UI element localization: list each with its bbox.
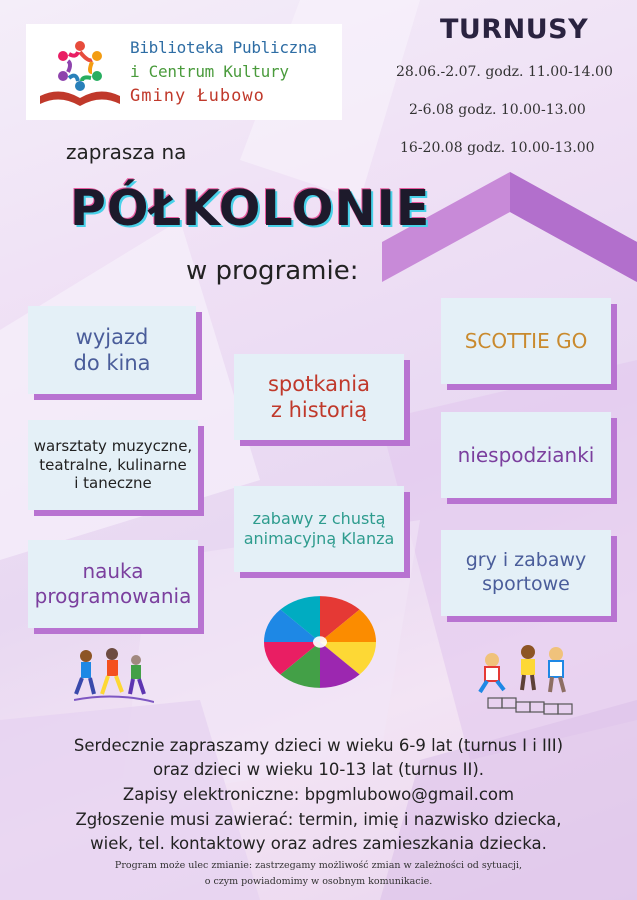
people-circle-book-icon: [34, 34, 126, 112]
footer-email-line: Zapisy elektroniczne: bpgmlubowo@gmail.com: [122, 785, 515, 804]
page-title: PÓŁKOLONIE: [70, 180, 431, 237]
footer-note-1: Program może ulec zmianie: zastrzegamy możliwość zmian w zależności od sytuacji,: [114, 860, 523, 871]
card-warsztaty-line-3: i taneczne: [74, 474, 152, 493]
card-warsztaty-line-1: warsztaty muzyczne,: [33, 436, 193, 455]
running-kids-icon: [74, 648, 154, 708]
invite-text: zaprasza na: [66, 140, 187, 164]
card-historia-line-2: z historią: [270, 398, 368, 422]
footer-line-1: Serdecznie zapraszamy dzieci w wieku 6-9 lat (turnus I i III): [73, 736, 564, 755]
hopscotch-kids-icon: [470, 642, 590, 720]
card-gry-line-1: gry i zabawy: [465, 549, 587, 572]
library-logo: [26, 24, 342, 120]
card-niespodzianki-line-1: niespodzianki: [457, 442, 595, 467]
footer-note-2: o czym powiadomimy w osobnym komunikacie.: [204, 876, 433, 887]
card-scottie-line-1: SCOTTIE GO: [464, 328, 588, 353]
card-programowanie-line-2: programowania: [34, 584, 192, 608]
card-warsztaty: [28, 420, 198, 510]
card-kino-line-2: do kina: [73, 351, 151, 375]
card-historia-line-1: spotkania: [267, 371, 371, 396]
card-kino: [28, 306, 196, 394]
card-niespodzianki: [441, 412, 611, 498]
play-parachute-icon: [262, 594, 378, 690]
card-kino-line-1: wyjazd: [75, 324, 149, 349]
logo-line-1: Biblioteka Publiczna: [130, 38, 317, 57]
turnus-3: 16-20.08 godz. 10.00-13.00: [400, 140, 595, 156]
card-scottie: [441, 298, 611, 384]
card-chusta-line-2: animacyjną Klanza: [243, 529, 395, 548]
program-heading: w programie:: [186, 256, 359, 286]
card-chusta-line-1: zabawy z chustą: [252, 509, 386, 528]
card-historia: [234, 354, 404, 440]
footer-line-2: oraz dzieci w wieku 10-13 lat (turnus II).: [152, 760, 484, 779]
footer-line-5: wiek, tel. kontaktowy oraz adres zamieszkania dziecka.: [90, 834, 547, 853]
logo-line-2: i Centrum Kultury: [130, 62, 289, 81]
card-programowanie: [28, 540, 198, 628]
logo-line-3: Gminy Łubowo: [130, 86, 265, 106]
turnus-1: 28.06.-2.07. godz. 11.00-14.00: [396, 64, 613, 80]
footer-line-4: Zgłoszenie musi zawierać: termin, imię i nazwisko dziecka,: [75, 810, 562, 829]
card-programowanie-line-1: nauka: [82, 559, 144, 583]
card-chusta: [234, 486, 404, 572]
card-gry: [441, 530, 611, 616]
card-gry-line-2: sportowe: [482, 573, 570, 595]
turnus-2: 2-6.08 godz. 10.00-13.00: [409, 102, 586, 118]
card-warsztaty-line-2: teatralne, kulinarne: [39, 455, 187, 474]
turnusy-heading: TURNUSY: [440, 14, 589, 45]
